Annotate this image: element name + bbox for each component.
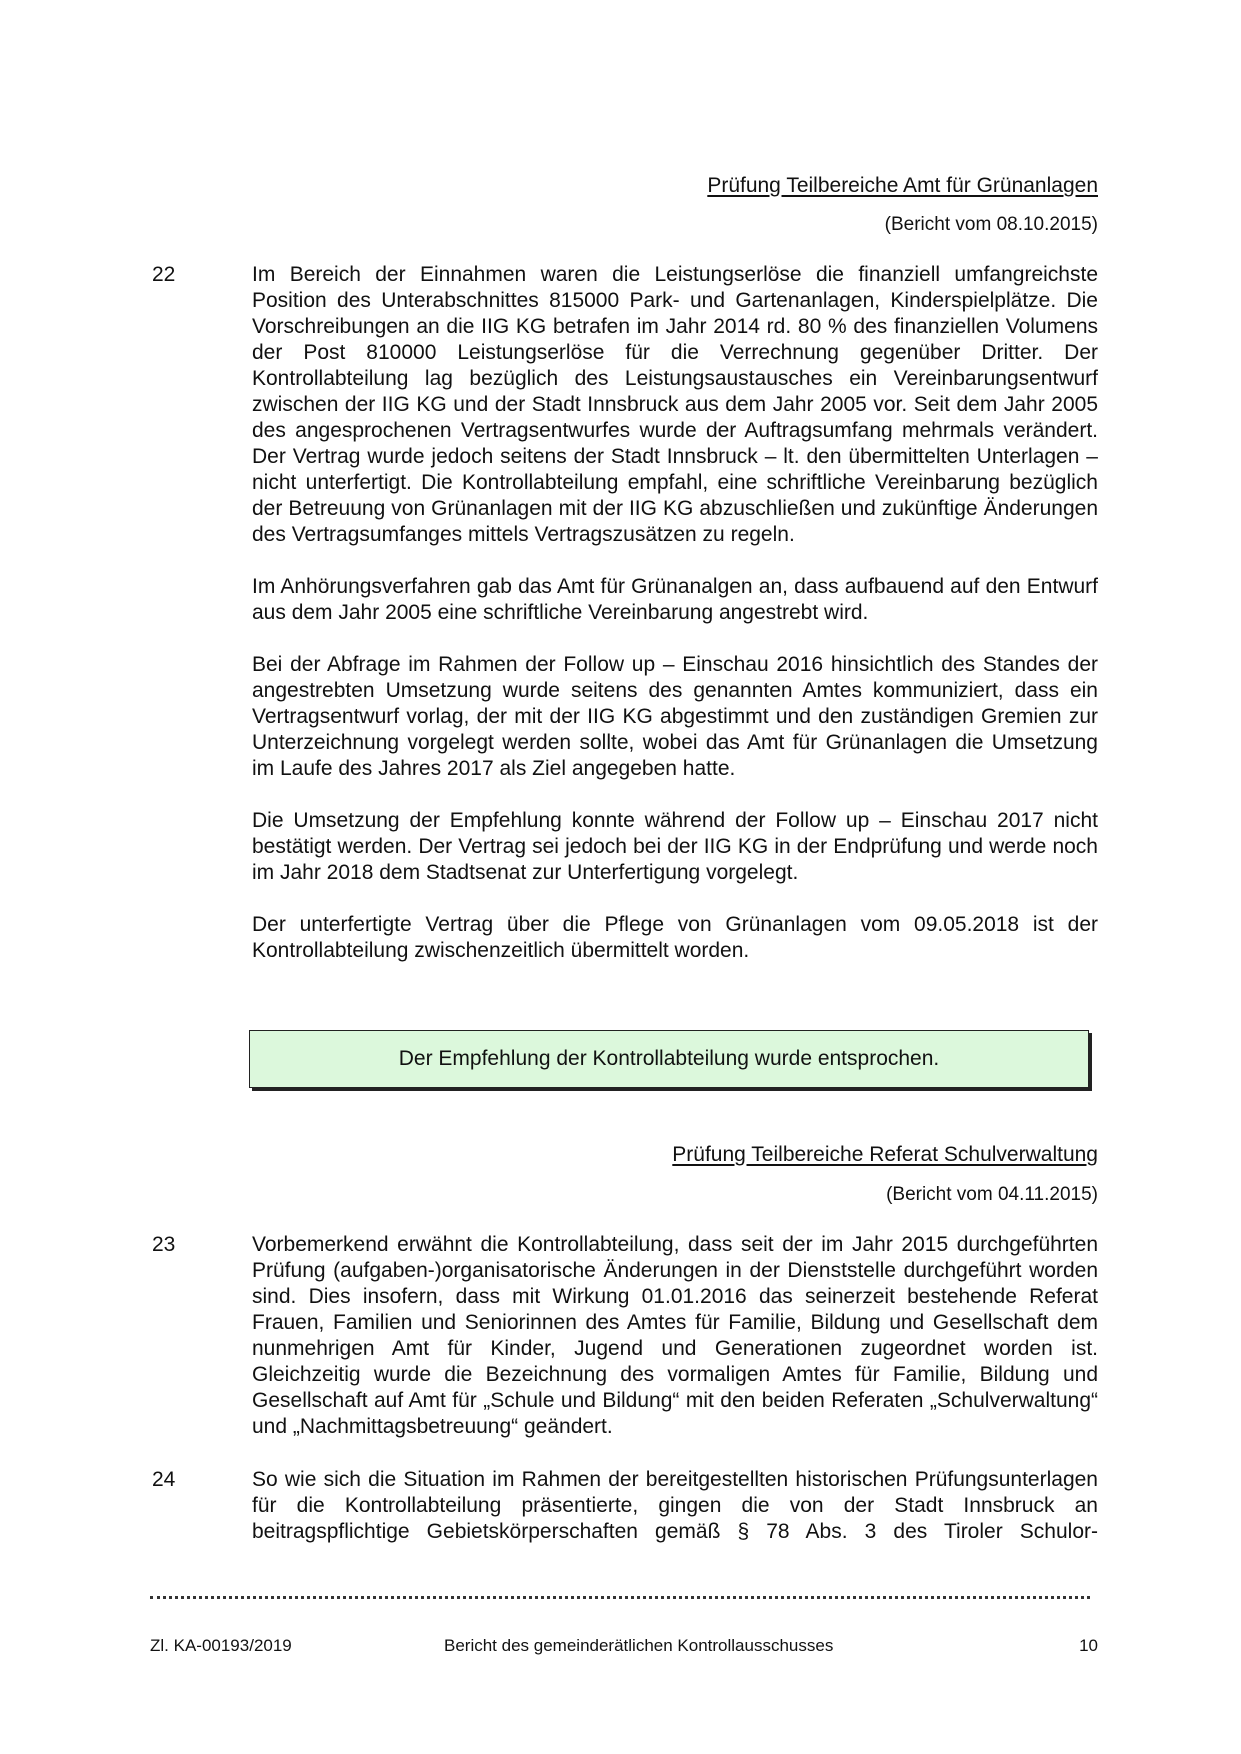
paragraph: Der unterfertigte Vertrag über die Pflege von Grünanlagen vom 09.05.2018 ist der Kontrollabteilung zwischenzeitlich übermittelt worden. xyxy=(252,913,1098,962)
footer-divider xyxy=(150,1596,1090,1599)
section-heading-schulverwaltung: Prüfung Teilbereiche Referat Schulverwaltung xyxy=(672,1143,1098,1166)
item-body xyxy=(252,1467,1098,1545)
paragraph: Im Bereich der Einnahmen waren die Leistungserlöse die finanziell umfangreichste Position des Unterabschnittes 815000 Park- und Gartenanlagen, Kinderspielplätze. Die Vorschreibungen an die IIG KG betrafen im Jahr 2014 rd. 80 % des finanziellen Volumens der Post 810000 Leistungserlöse für die Verrechnung gegenüber Dritter. Der Kontrollabteilung lag bezüglich des Leistungsaustausches ein Vereinbarungsentwurf zwischen der IIG KG und der Stadt Innsbruck aus dem Jahr 2005 vor. Seit dem Jahr 2005 des angesprochenen Vertragsentwurfes wurde der Auftragsumfang mehrmals verändert. Der Vertrag wurde jedoch seitens der Stadt Innsbruck – lt. den übermittelten Unterlagen – nicht unterfertigt. Die Kontrollabteilung empfahl, eine schriftliche Vereinbarung bezüglich der Betreuung von Grünanlagen mit der IIG KG abzuschließen und zukünftige Änderungen des Vertragsumfanges mittels Vertragszusätzen zu regeln. xyxy=(252,263,1098,546)
conclusion-box: Der Empfehlung der Kontrollabteilung wurde entsprochen. xyxy=(249,1030,1089,1088)
item-number: 24 xyxy=(152,1468,176,1491)
paragraph: Die Umsetzung der Empfehlung konnte während der Follow up – Einschau 2017 nicht bestätigt werden. Der Vertrag sei jedoch bei der IIG KG in der Endprüfung und werde noch im Jahr 2018 dem Stadtsenat zur Unterfertigung vorgelegt. xyxy=(252,809,1098,884)
report-date-schulverwaltung: (Bericht vom 04.11.2015) xyxy=(886,1184,1098,1205)
item-body xyxy=(252,1232,1098,1440)
footer-page-number: 10 xyxy=(1079,1636,1098,1655)
report-date-gruenanlagen: (Bericht vom 08.10.2015) xyxy=(884,214,1098,235)
section-heading-gruenanlagen: Prüfung Teilbereiche Amt für Grünanlagen xyxy=(707,174,1098,197)
paragraph: So wie sich die Situation im Rahmen der bereitgestellten historischen Prüfungsunterlagen für die Kontrollabteilung präsentierte, gingen die von der Stadt Innsbruck an beitragspflichtige Gebietskörperschaften gemäß § 78 Abs. 3 des Tiroler Schulor- xyxy=(252,1468,1098,1543)
paragraph: Vorbemerkend erwähnt die Kontrollabteilung, dass seit der im Jahr 2015 durchgeführten Prüfung (aufgaben-)organisatorische Änderungen in der Dienststelle durchgeführt worden sind. Dies insofern, dass mit Wirkung 01.01.2016 das seinerzeit bestehende Referat Frauen, Familien und Seniorinnen des Amtes für Familie, Bildung und Gesellschaft dem nunmehrigen Amt für Kinder, Jugend und Generationen zugeordnet worden ist. Gleichzeitig wurde die Bezeichnung des vormaligen Amtes für Familie, Bildung und Gesellschaft auf Amt für „Schule und Bildung“ mit den beiden Referaten „Schulverwaltung“ und „Nachmittagsbetreuung“ geändert. xyxy=(252,1233,1098,1438)
item-number: 23 xyxy=(152,1233,176,1256)
paragraph: Bei der Abfrage im Rahmen der Follow up – Einschau 2016 hinsichtlich des Standes der angestrebten Umsetzung wurde seitens des genannten Amtes kommuniziert, dass ein Vertragsentwurf vorlag, der mit der IIG KG abgestimmt und den zuständigen Gremien zur Unterzeichnung vorgelegt werden sollte, wobei das Amt für Grünanlagen die Umsetzung im Laufe des Jahres 2017 als Ziel angegeben hatte. xyxy=(252,653,1098,780)
item-body xyxy=(252,262,1098,964)
paragraph: Im Anhörungsverfahren gab das Amt für Grünanalgen an, dass aufbauend auf den Entwurf aus dem Jahr 2005 eine schriftliche Vereinbarung angestrebt wird. xyxy=(252,575,1098,624)
footer-reference: Zl. KA-00193/2019 xyxy=(150,1636,292,1655)
footer-title: Bericht des gemeinderätlichen Kontrollausschusses xyxy=(444,1636,834,1655)
item-number: 22 xyxy=(152,263,176,286)
